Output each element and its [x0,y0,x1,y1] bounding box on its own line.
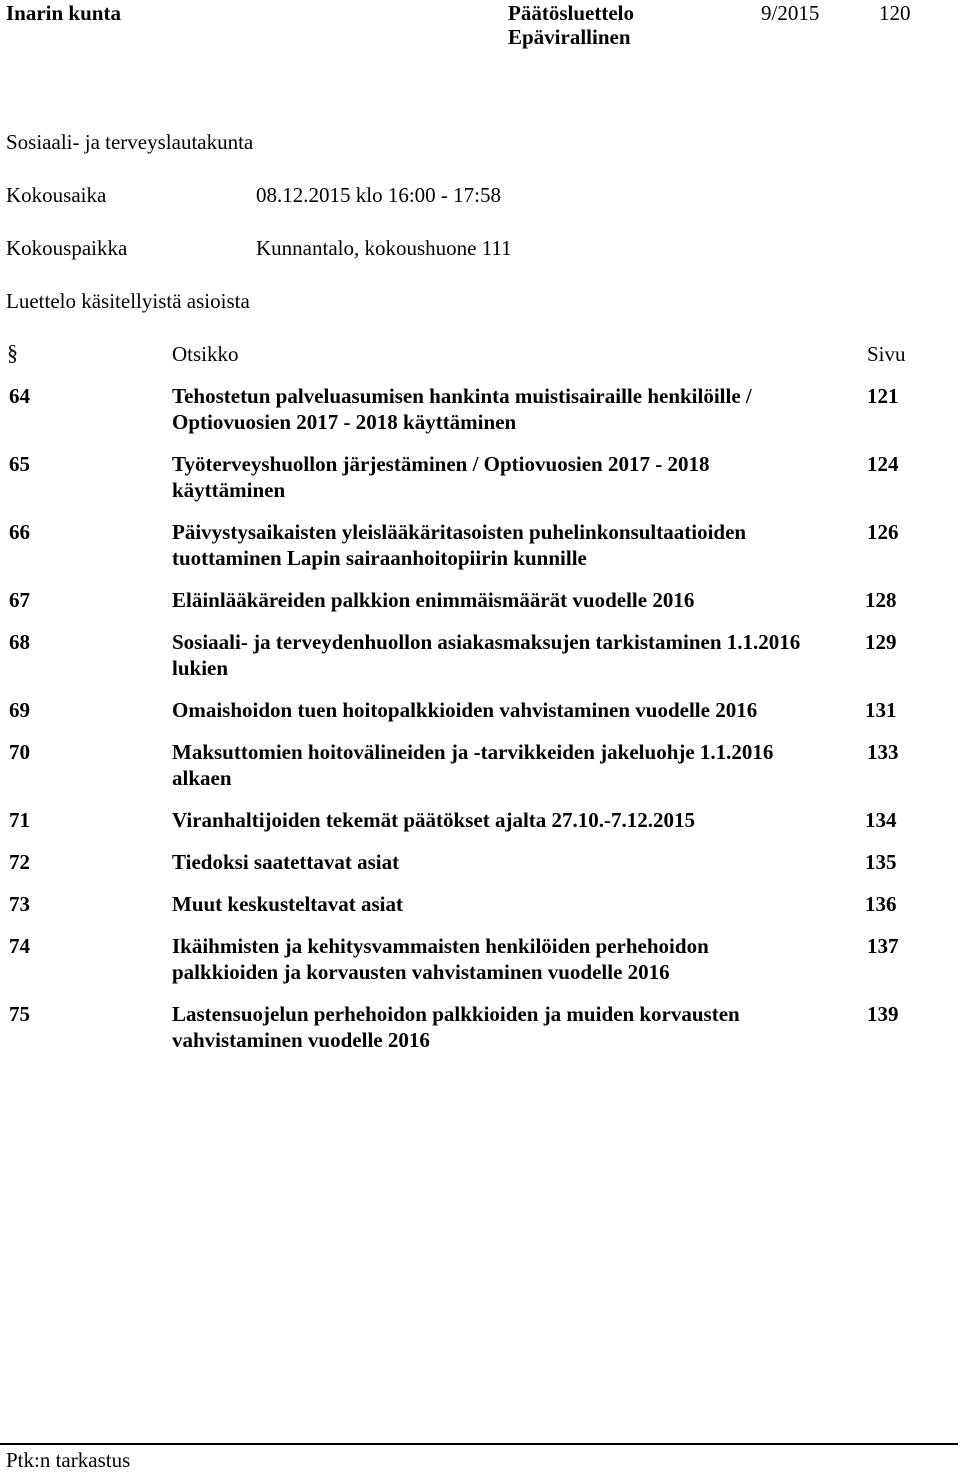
item-number: 71 [9,808,30,832]
item-number: 74 [9,934,30,958]
section-sign-icon: § [7,340,18,365]
meeting-time-value: 08.12.2015 klo 16:00 - 17:58 [256,183,501,207]
column-header-subject: Otsikko [172,342,239,366]
item-number: 64 [9,384,30,408]
item-page: 133 [867,740,899,764]
item-number: 70 [9,740,30,764]
page-number: 120 [879,1,911,25]
item-title: Sosiaali- ja terveydenhuollon asiakasmaksujen tarkistaminen 1.1.2016 lukien [172,630,801,680]
meeting-number: 9/2015 [761,1,820,25]
meeting-place-value: Kunnantalo, kokoushuone 111 [256,236,512,260]
document-type: Päätösluettelo [508,1,634,25]
list-title: Luettelo käsitellyistä asioista [6,289,250,313]
item-number: 67 [9,588,30,612]
item-page: 131 [865,698,897,722]
footer-review-label: Ptk:n tarkastus [6,1448,131,1472]
item-page: 137 [867,934,899,958]
item-number: 75 [9,1002,30,1026]
column-header-page: Sivu [867,342,906,366]
item-number: 73 [9,892,30,916]
meeting-time-label: Kokousaika [6,183,107,207]
item-title: Päivystysaikaisten yleislääkäritasoisten puhelinkonsultaatioiden tuottaminen Lapin sairaanhoitopiirin kunnille [172,520,747,570]
item-title: Tehostetun palveluasumisen hankinta muistisairaille henkilöille / Optiovuosien 2017 - 2018 käyttäminen [172,384,752,434]
item-number: 66 [9,520,30,544]
item-number: 72 [9,850,30,874]
item-number: 68 [9,630,30,654]
meeting-place-label: Kokouspaikka [6,236,128,260]
organization-name: Inarin kunta [6,1,121,25]
item-number: 69 [9,698,30,722]
item-page: 139 [867,1002,899,1026]
item-page: 136 [865,892,897,916]
item-page: 128 [865,588,897,612]
document-status: Epävirallinen [508,25,631,49]
item-page: 135 [865,850,897,874]
item-page: 129 [865,630,897,654]
item-title: Maksuttomien hoitovälineiden ja -tarvikkeiden jakeluohje 1.1.2016 alkaen [172,740,774,790]
item-title: Tiedoksi saatettavat asiat [172,850,400,874]
item-title: Lastensuojelun perhehoidon palkkioiden ja muiden korvausten vahvistaminen vuodelle 2016 [172,1002,740,1052]
item-title: Eläinlääkäreiden palkkion enimmäismäärät vuodelle 2016 [172,588,695,612]
item-title: Muut keskusteltavat asiat [172,892,404,916]
item-title: Viranhaltijoiden tekemät päätökset ajalta 27.10.-7.12.2015 [172,808,696,832]
item-page: 121 [867,384,899,408]
item-number: 65 [9,452,30,476]
committee-name: Sosiaali- ja terveyslautakunta [6,130,254,154]
footer-divider [0,1443,958,1445]
item-title: Omaishoidon tuen hoitopalkkioiden vahvistaminen vuodelle 2016 [172,698,758,722]
item-page: 134 [865,808,897,832]
item-page: 126 [867,520,899,544]
item-title: Ikäihmisten ja kehitysvammaisten henkilöiden perhehoidon palkkioiden ja korvausten vahvistaminen vuodelle 2016 [172,934,709,984]
item-page: 124 [867,452,899,476]
item-title: Työterveyshuollon järjestäminen / Optiovuosien 2017 - 2018 käyttäminen [172,452,710,502]
